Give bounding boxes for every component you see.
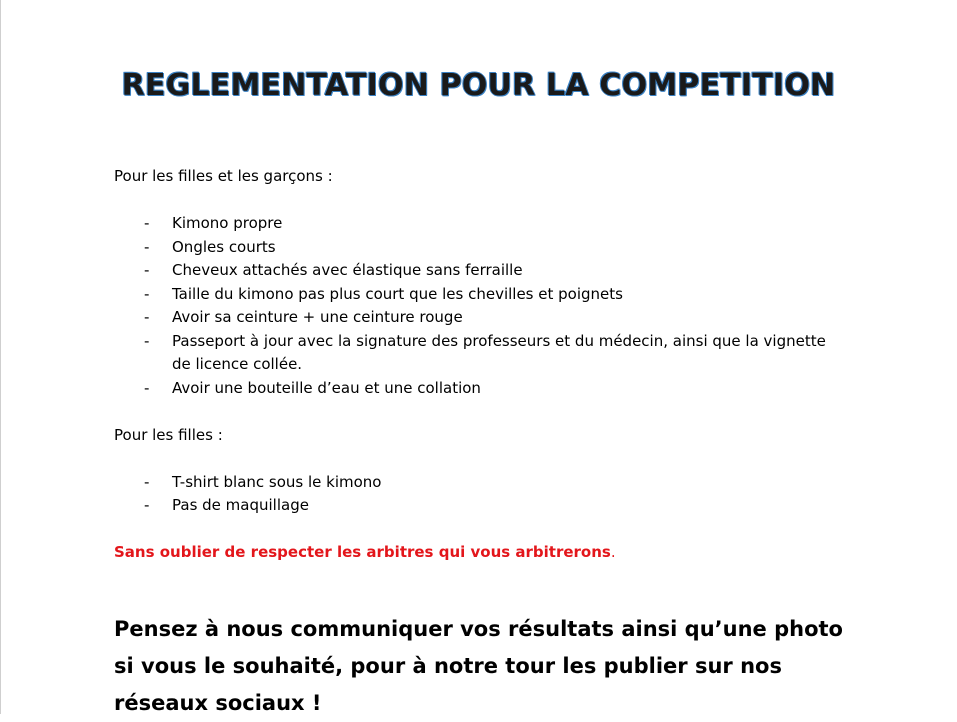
- document-title: REGLEMENTATION POUR LA COMPETITION: [121, 68, 836, 104]
- list-item-text: Avoir sa ceinture + une ceinture rouge: [172, 308, 463, 326]
- list-dash: -: [144, 472, 150, 491]
- list-dash: -: [144, 331, 150, 350]
- requirements-list-all: [114, 212, 834, 400]
- list-item: [114, 306, 834, 330]
- list-item-text: Passeport à jour avec la signature des professeurs et du médecin, ainsi que la vignette de licence collée.: [172, 331, 826, 373]
- section-heading-all: Pour les filles et les garçons :: [114, 167, 333, 185]
- list-item: [114, 377, 834, 401]
- warning-period: .: [610, 543, 616, 561]
- list-dash: -: [144, 237, 150, 256]
- list-item: [114, 236, 834, 260]
- list-dash: -: [144, 214, 150, 232]
- list-item-text: Cheveux attachés avec élastique sans ferraille: [172, 261, 523, 279]
- list-item: [114, 471, 834, 495]
- list-item: [114, 494, 834, 518]
- list-dash: -: [144, 261, 150, 279]
- list-dash: -: [144, 496, 150, 514]
- document-body: [114, 165, 834, 565]
- referee-respect-notice: [114, 541, 834, 565]
- section-heading-girls: Pour les filles :: [114, 425, 223, 444]
- spacer: [114, 400, 834, 424]
- list-item: [114, 212, 834, 236]
- list-item-text: Avoir une bouteille d’eau et une collation: [172, 378, 481, 397]
- list-dash: -: [144, 284, 150, 303]
- list-item: [114, 259, 834, 283]
- list-dash: -: [144, 378, 150, 397]
- list-item-text: Kimono propre: [172, 214, 283, 232]
- list-item-text: Pas de maquillage: [172, 496, 309, 514]
- warning-text: Sans oublier de respecter les arbitres qui vous arbitrerons: [114, 543, 611, 561]
- list-item: [114, 283, 834, 307]
- closing-message: Pensez à nous communiquer vos résultats ainsi qu’une photo si vous le souhaité, pour à notre tour les publier sur nos réseaux sociaux !: [114, 617, 843, 715]
- requirements-list-girls: [114, 471, 834, 518]
- spacer: [114, 518, 834, 542]
- list-dash: -: [144, 308, 150, 326]
- spacer: [114, 189, 834, 213]
- list-item-text: T-shirt blanc sous le kimono: [172, 472, 382, 491]
- page-left-edge: [0, 0, 1, 714]
- spacer: [114, 447, 834, 471]
- list-item-text: Ongles courts: [172, 237, 276, 256]
- list-item-text: Taille du kimono pas plus court que les chevilles et poignets: [172, 284, 623, 303]
- list-item: [114, 330, 834, 377]
